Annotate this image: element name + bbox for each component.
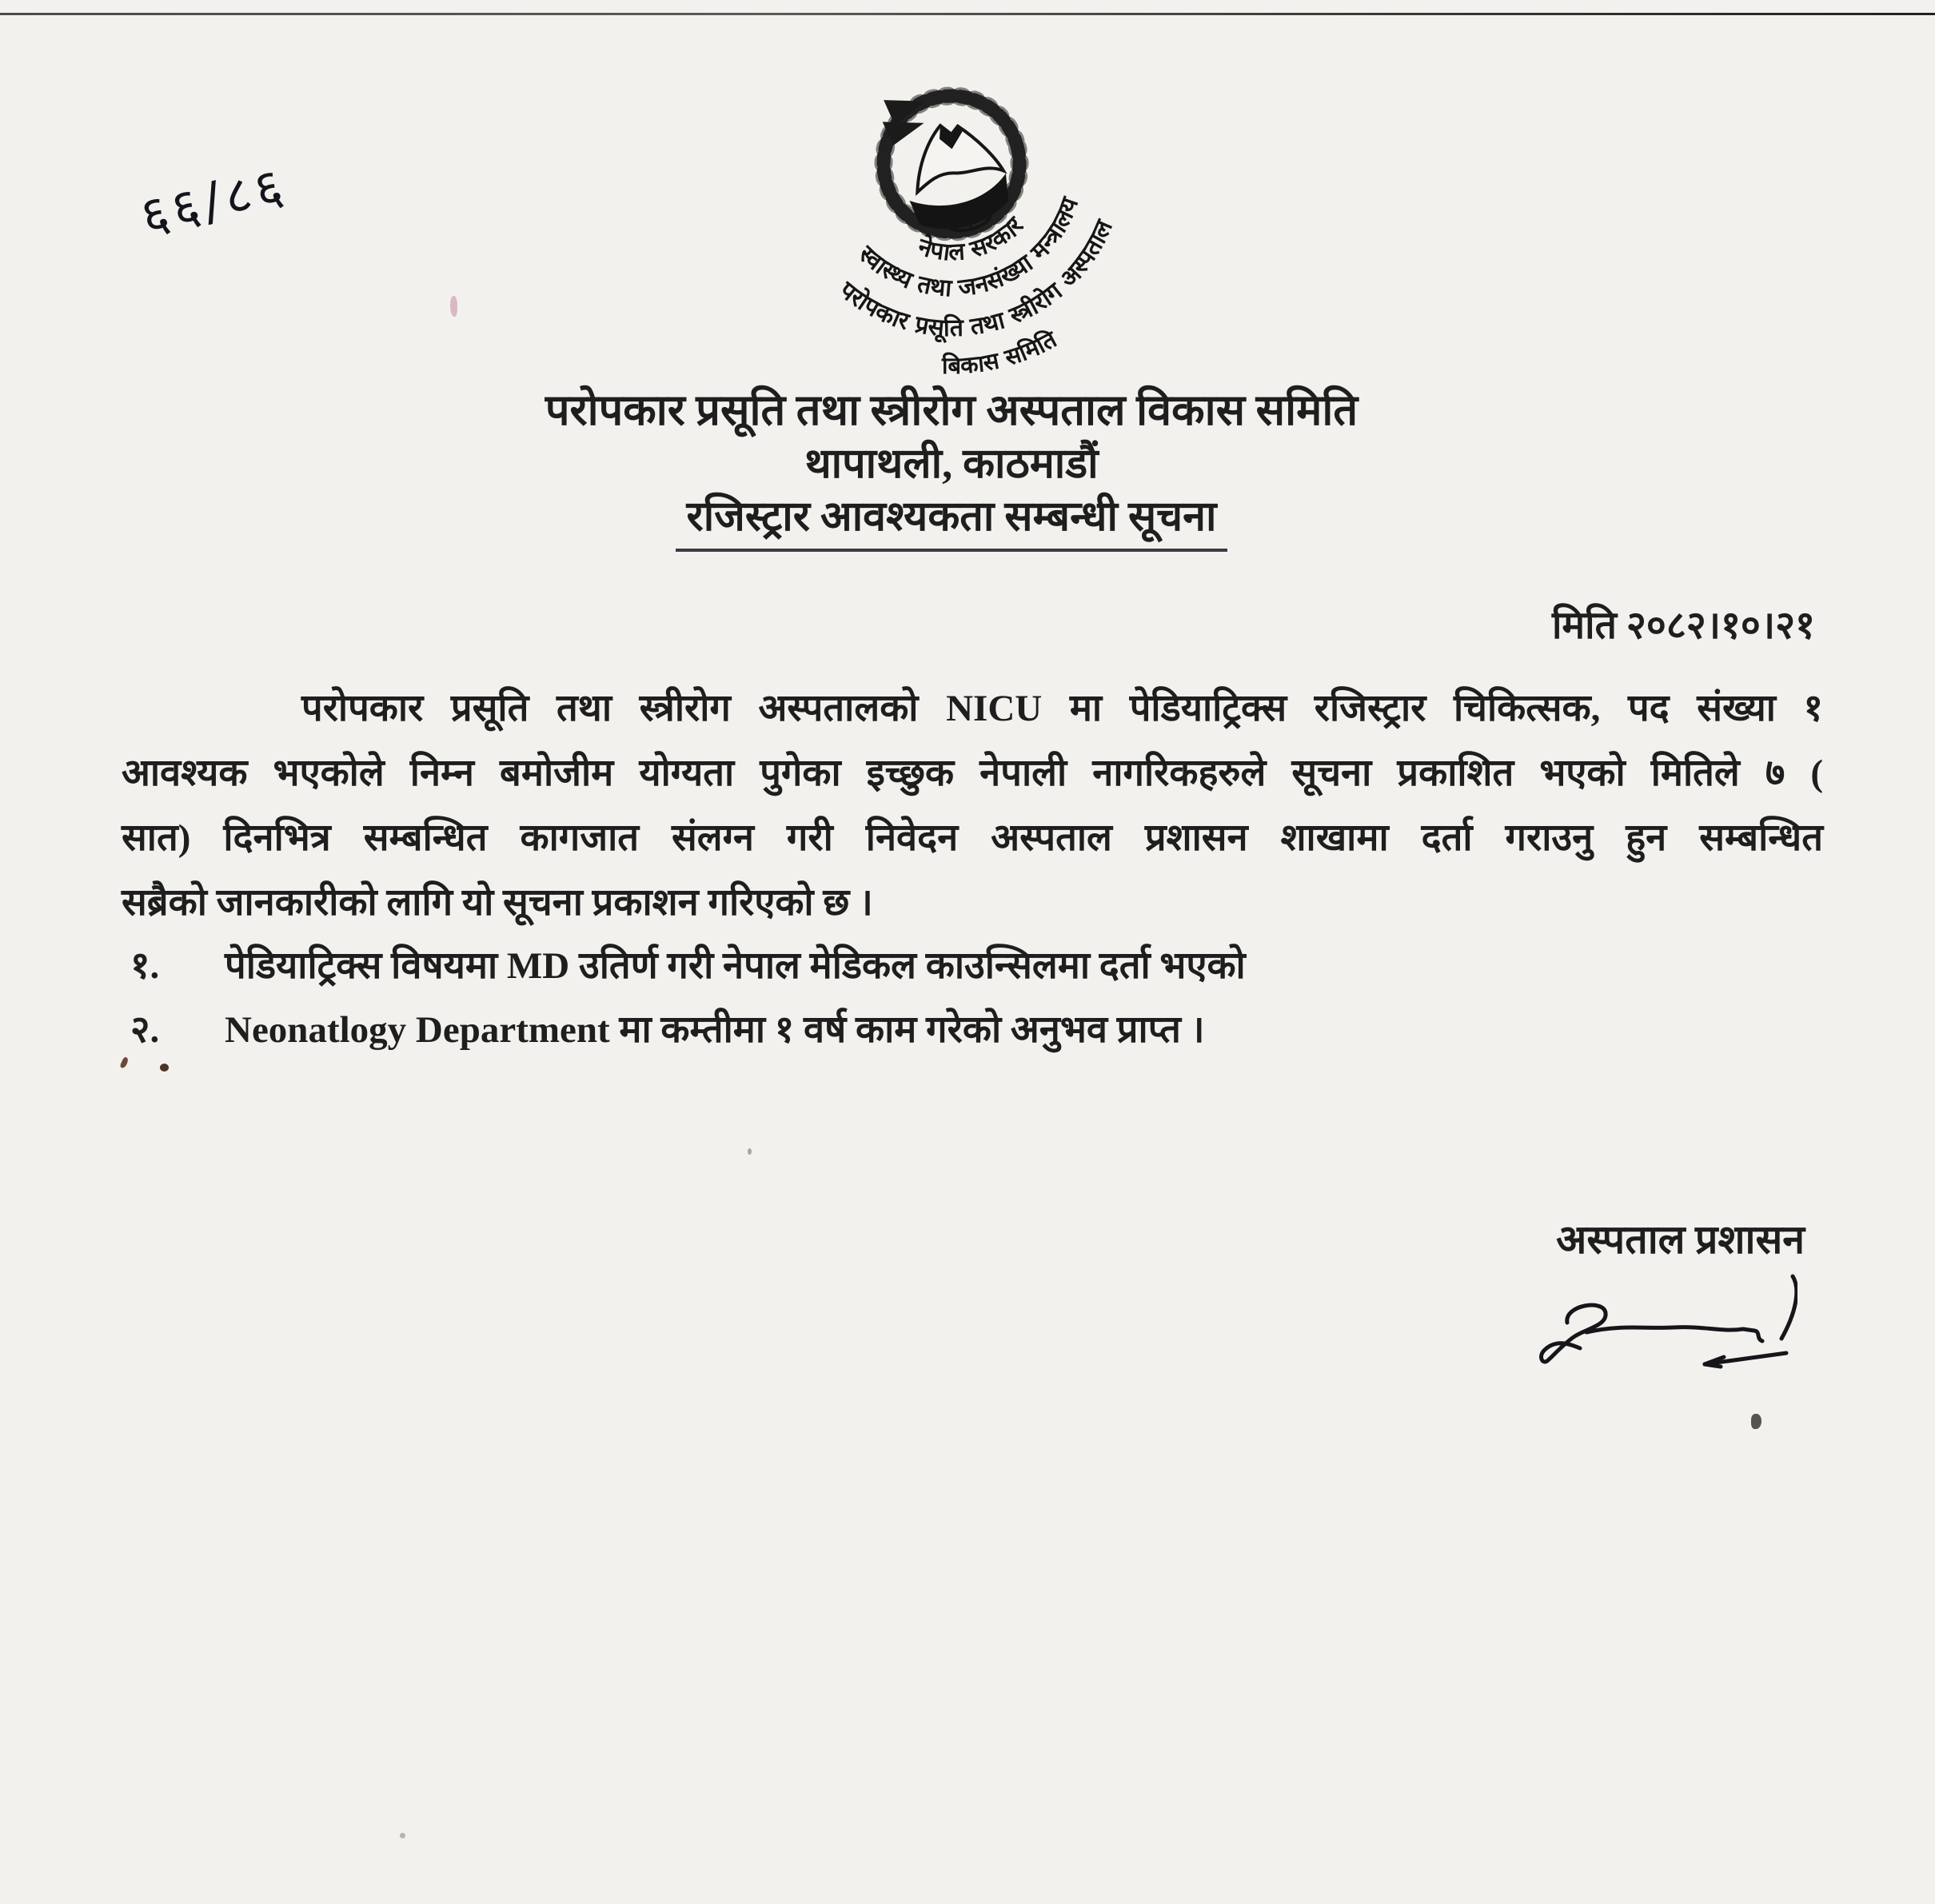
org-address: थापाथली, काठमाडौं bbox=[804, 441, 1099, 487]
scan-edge-line bbox=[0, 13, 1935, 15]
list-item bbox=[130, 934, 1833, 998]
paragraph-line: सात) दिनभित्र सम्बन्धित कागजात संलग्न गरी निवेदन अस्पताल प्रशासन शाखामा दर्ता गराउनु हुन सम्बन्धित bbox=[122, 817, 1823, 859]
letterhead bbox=[0, 382, 1903, 552]
date-line: मिति २०८२।१०।२१ bbox=[1552, 605, 1815, 647]
seal-arc-text-government: नेपाल सरकार bbox=[914, 211, 1029, 267]
list-item-number: १. bbox=[130, 945, 160, 987]
paragraph-line: परोपकार प्रसूति तथा स्त्रीरोग अस्पतालको NICU मा पेडियाट्रिक्स रजिस्ट्रार चिकित्सक, पद संख्या १ bbox=[301, 688, 1823, 729]
ink-speck bbox=[748, 1148, 752, 1155]
handwritten-signature bbox=[1534, 1265, 1797, 1377]
list-item-text: पेडियाट्रिक्स विषयमा MD उतिर्ण गरी नेपाल मेडिकल काउन्सिलमा दर्ता भएको bbox=[225, 945, 1246, 987]
notice-body-paragraph bbox=[122, 677, 1823, 936]
list-item-text: Neonatlogy Department मा कम्तीमा १ वर्ष काम गरेको अनुभव प्राप्त । bbox=[225, 1009, 1205, 1051]
seal-arc-text-committee: बिकास समिति bbox=[942, 325, 1061, 380]
paragraph-line: सब्रैको जानकारीको लागि यो सूचना प्रकाशन गरिएको छ । bbox=[122, 882, 873, 924]
paragraph-line: आवश्यक भएकोले निम्न बमोजीम योग्यता पुगेका इच्छुक नेपाली नागरिकहरुले सूचना प्रकाशित भएको मितिले ७ ( bbox=[122, 752, 1823, 794]
org-title: परोपकार प्रसूति तथा स्त्रीरोग अस्पताल विकास समिति bbox=[545, 386, 1358, 434]
seal-arc-text-hospital: परोपकार प्रसूति तथा स्त्रीरोग अस्पताल bbox=[833, 216, 1119, 343]
seal-arc-text-ministry: स्वास्थ्य तथा जनसंख्या मन्त्रालय bbox=[852, 194, 1085, 303]
ink-speck bbox=[400, 1833, 405, 1838]
ink-speck bbox=[450, 296, 457, 317]
list-item bbox=[130, 998, 1833, 1062]
handwritten-doc-number: ६६/८६ bbox=[135, 156, 293, 247]
ink-speck bbox=[119, 1056, 129, 1069]
notice-subject-title: रजिस्ट्रार आवश्यकता सम्बन्धी सूचना bbox=[676, 493, 1228, 552]
requirements-list bbox=[130, 934, 1833, 1062]
ink-speck bbox=[1751, 1414, 1761, 1429]
signatory-title: अस्पताल प्रशासन bbox=[1556, 1217, 1805, 1262]
ink-speck bbox=[160, 1064, 169, 1072]
list-item-number: २. bbox=[130, 1009, 160, 1051]
